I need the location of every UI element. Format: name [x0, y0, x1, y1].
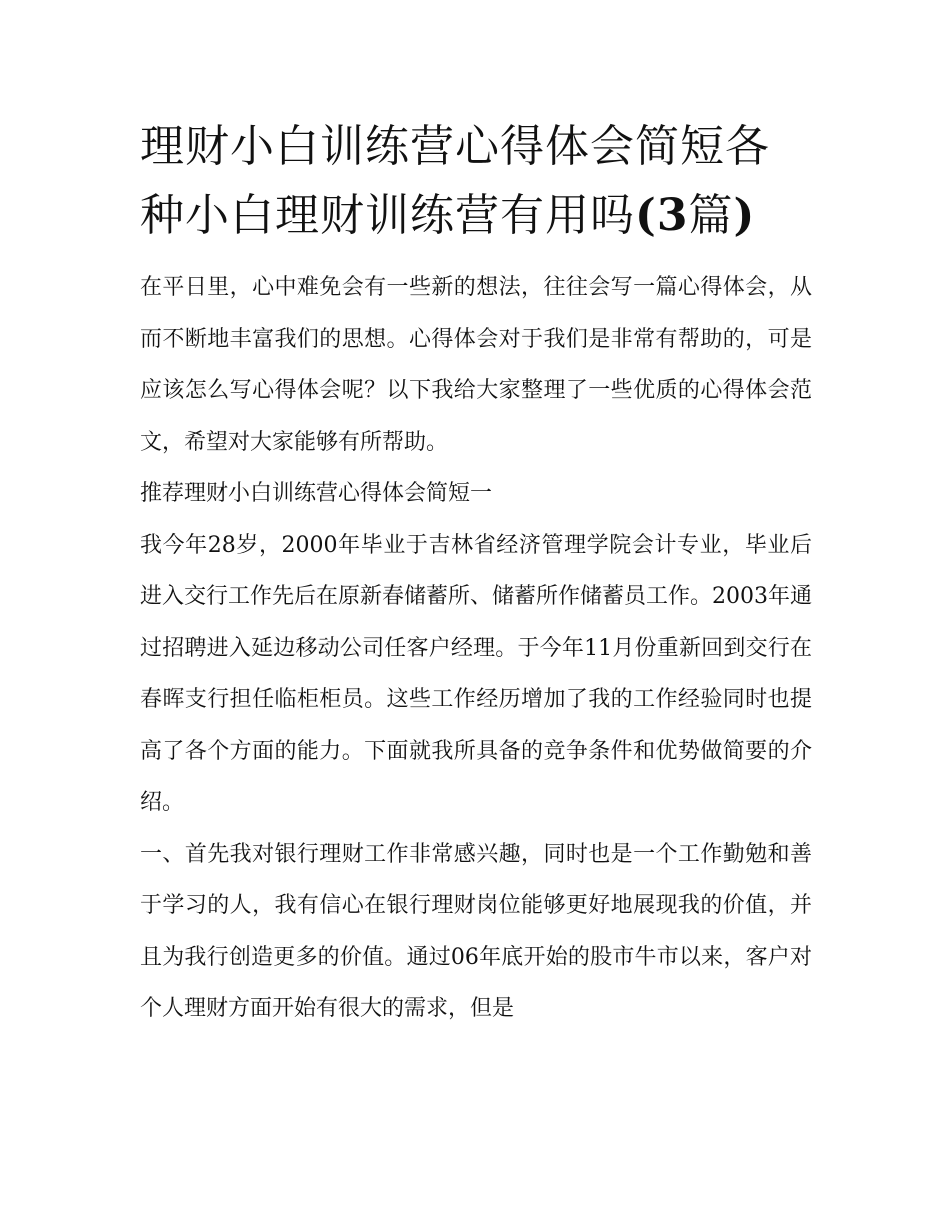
title-count-open: (3: [635, 190, 689, 241]
body-paragraph-2: 一、首先我对银行理财工作非常感兴趣，同时也是一个工作勤勉和善于学习的人，我有信心在银行理财岗位能够更好地展现我的价值，并且为我行创造更多的价值。通过06年底开始的股市牛市以来，客户对个人理财方面开始有很大的需求，但是: [140, 841, 812, 1021]
document-page: [140, 112, 812, 1035]
document-title: [140, 112, 812, 250]
title-count-close: ): [733, 190, 756, 241]
body-paragraph-1: 我今年28岁，2000年毕业于吉林省经济管理学院会计专业，毕业后进入交行工作先后在原新春储蓄所、储蓄所作储蓄员工作。2003年通过招聘进入延边移动公司任客户经理。于今年11月份重新回到交行在春晖支行担任临柜柜员。这些工作经历增加了我的工作经验同时也提高了各个方面的能力。下面就我所具备的竞争条件和优势做简要的介绍。: [140, 532, 812, 815]
title-count-unit: 篇: [688, 190, 734, 241]
title-text: 理财小白训练营心得体会简短各种小白理财训练营有用吗: [140, 121, 770, 241]
section-heading: 推荐理财小白训练营心得体会简短一: [140, 481, 493, 506]
intro-paragraph: 在平日里，心中难免会有一些新的想法，往往会写一篇心得体会，从而不断地丰富我们的思想。心得体会对于我们是非常有帮助的，可是应该怎么写心得体会呢？以下我给大家整理了一些优质的心得体会范文，希望对大家能够有所帮助。: [140, 275, 812, 455]
document-body: [140, 262, 812, 1035]
